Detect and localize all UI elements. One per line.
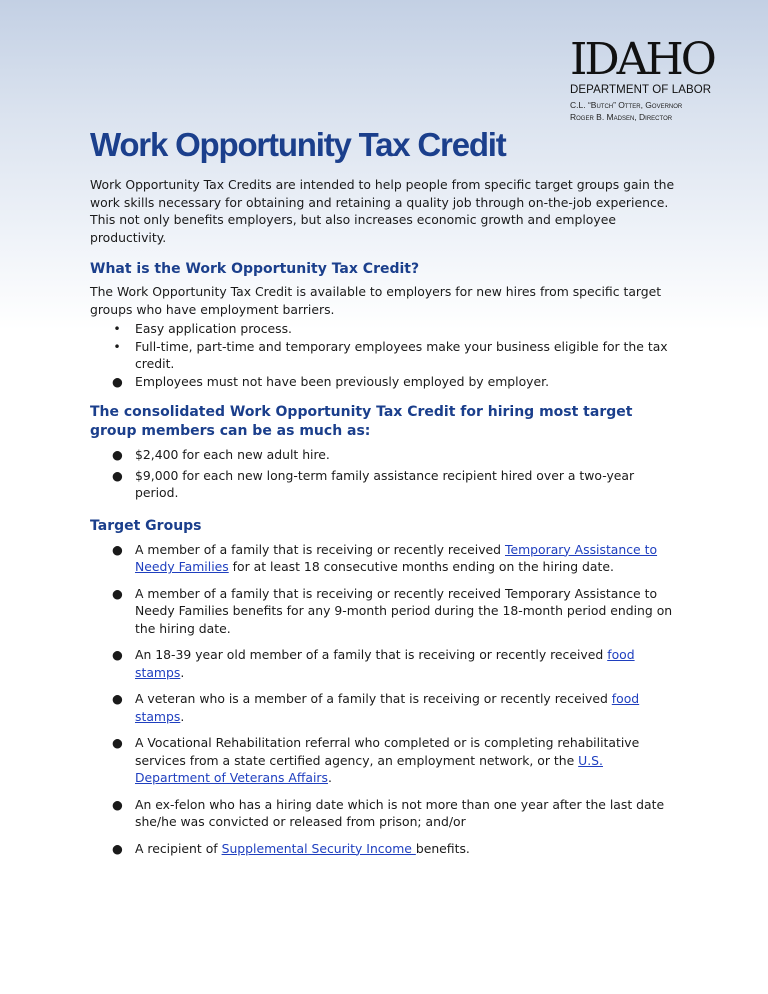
bullet-icon: ● <box>112 691 123 706</box>
idaho-dol-logo <box>570 34 750 123</box>
bullet-icon: ● <box>112 541 123 557</box>
list-item-text: . <box>180 708 185 724</box>
list-item-text: A veteran who is a member of a family that is receiving or recently received <box>135 691 612 706</box>
section-heading-credit-amount: The consolidated Work Opportunity Tax Credit for hiring most target group members can be as much as: <box>90 404 633 439</box>
intro-paragraph: Work Opportunity Tax Credits are intended to help people from specific target groups gain the work skills necessary for obtaining and retaining a quality job through on-the-job experience. This not only benefits employers, but also increases economic growth and employee productivity. <box>90 177 675 245</box>
bullet-icon: ● <box>112 467 123 483</box>
list-item <box>90 646 680 681</box>
list-item <box>90 840 680 858</box>
list-item-text: An 18-39 year old member of a family that is receiving or recently received <box>135 647 608 662</box>
list-item-text: A member of a family that is receiving or recently received Temporary Assistance to Needy Families benefits for any 9-month period during the 18-month period ending on the hiring date. <box>135 585 673 636</box>
list-item-text: A member of a family that is receiving or recently received <box>135 541 505 557</box>
list-item-text: Employees must not have been previously employed by employer. <box>135 373 550 389</box>
bullet-icon: ● <box>112 840 123 856</box>
logo-wordmark: IDAHO <box>570 34 714 85</box>
list-item <box>90 446 680 464</box>
bullet-icon: • <box>113 321 121 336</box>
section-heading-what-is: What is the Work Opportunity Tax Credit? <box>90 261 420 277</box>
section-what-is-text: The Work Opportunity Tax Credit is available to employers for new hires from specific target groups who have employment barriers. <box>90 284 662 317</box>
list-item-text: . <box>327 770 332 785</box>
page-title: Work Opportunity Tax Credit <box>90 126 506 163</box>
list-item <box>90 467 680 502</box>
bullet-icon: ● <box>112 796 123 812</box>
food-stamps-link[interactable]: food stamps <box>135 691 640 724</box>
bullet-icon: ● <box>112 647 123 662</box>
list-item <box>90 734 680 787</box>
list-item <box>90 796 680 831</box>
list-item <box>90 585 680 638</box>
target-groups-list <box>90 541 680 858</box>
list-item <box>90 338 680 373</box>
list-item <box>90 373 680 391</box>
list-item-text: Full-time, part-time and temporary employees make your business eligible for the tax credit. <box>135 338 668 371</box>
list-item-text: A Vocational Rehabilitation referral who completed or is completing rehabilitative services from a state certified agency, an employment network, or the <box>135 735 640 768</box>
list-item-text: $2,400 for each new adult hire. <box>135 447 330 462</box>
tanf-link[interactable]: Temporary Assistance to Needy Families <box>135 541 658 574</box>
section-heading-target-groups: Target Groups <box>90 517 202 534</box>
list-item <box>90 541 680 576</box>
list-item <box>90 320 680 338</box>
list-item-text: Easy application process. <box>135 321 292 336</box>
list-item-text: A recipient of <box>135 840 222 856</box>
bullet-icon: ● <box>112 735 123 750</box>
list-item-text: An ex-felon who has a hiring date which is not more than one year after the last date she/he was convicted or released from prison; and/or <box>135 796 665 829</box>
logo-governor: C.L. “Butch” Otter, Governor <box>570 100 683 110</box>
logo-department: DEPARTMENT OF LABOR <box>570 84 712 96</box>
logo-director: Roger B. Madsen, Director <box>570 112 673 122</box>
bullet-icon: ● <box>112 585 123 601</box>
document-body <box>90 176 680 857</box>
veterans-affairs-link[interactable]: U.S. Department of Veterans Affairs <box>135 752 603 785</box>
list-item-text: $9,000 for each new long-term family assistance recipient hired over a two-year period. <box>135 467 635 500</box>
ssi-link[interactable]: Supplemental Security Income <box>221 840 416 856</box>
credit-amount-list <box>90 446 680 502</box>
list-item-text: . <box>180 664 185 680</box>
list-item-text: benefits. <box>415 840 470 856</box>
bullet-icon: ● <box>112 373 123 389</box>
list-item-text: for at least 18 consecutive months ending on the hiring date. <box>228 559 614 574</box>
food-stamps-link[interactable]: food stamps <box>135 647 635 680</box>
section-what-is-list <box>90 320 680 390</box>
bullet-icon: ● <box>112 447 123 462</box>
bullet-icon: • <box>113 338 121 354</box>
list-item <box>90 690 680 725</box>
